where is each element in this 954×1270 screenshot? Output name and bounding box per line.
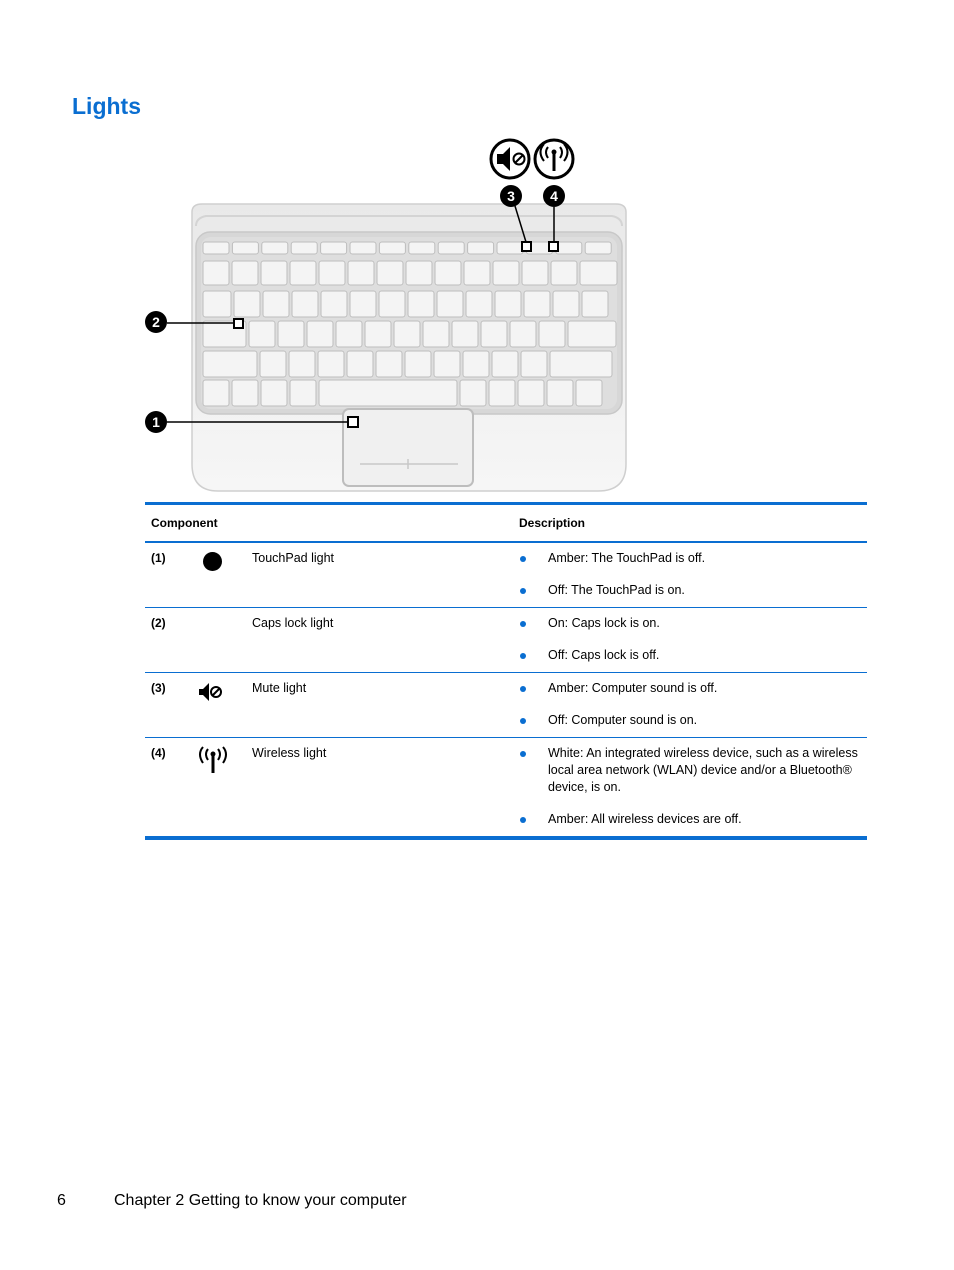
description-bullet: Amber: All wireless devices are off.: [519, 811, 861, 828]
description-header: Description: [519, 516, 586, 530]
key: [319, 261, 345, 285]
key: [495, 291, 521, 317]
lights-table: [145, 502, 867, 840]
key: [437, 291, 463, 317]
key: [232, 242, 258, 254]
key: [521, 351, 547, 377]
key: [556, 242, 582, 254]
key: [553, 291, 579, 317]
key: [435, 261, 461, 285]
key: [539, 321, 565, 347]
key: [551, 261, 577, 285]
table-header-row: [145, 504, 867, 543]
key: [350, 242, 376, 254]
key: [260, 351, 286, 377]
wireless-icon: [196, 746, 230, 774]
key: [408, 291, 434, 317]
svg-text:2: 2: [152, 314, 160, 330]
key: [518, 380, 544, 406]
key: [550, 351, 612, 377]
key: [289, 351, 315, 377]
description-bullet: On: Caps lock is on.: [519, 615, 861, 632]
svg-text:4: 4: [550, 188, 558, 204]
key: [481, 321, 507, 347]
component-name: TouchPad light: [252, 551, 335, 565]
key: [576, 380, 602, 406]
row-number: (3): [151, 681, 166, 695]
table-row: [145, 542, 867, 608]
row-number: (2): [151, 616, 166, 630]
key: [464, 261, 490, 285]
key: [405, 351, 431, 377]
key: [261, 380, 287, 406]
key: [347, 351, 373, 377]
key: [377, 261, 403, 285]
key: [263, 291, 289, 317]
svg-text:3: 3: [507, 188, 515, 204]
key: [291, 242, 317, 254]
key: [409, 242, 435, 254]
key: [466, 291, 492, 317]
key: [232, 380, 258, 406]
page-title: Lights: [72, 93, 141, 119]
keyboard-keys: [203, 242, 617, 406]
mute-icon: [198, 682, 226, 702]
row-number: (4): [151, 746, 166, 760]
key: [307, 321, 333, 347]
key: [203, 380, 229, 406]
key: [262, 242, 288, 254]
page-number: 6: [57, 1192, 66, 1209]
key: [452, 321, 478, 347]
key: [522, 261, 548, 285]
wireless-icon: [535, 140, 573, 178]
key: [379, 291, 405, 317]
key: [379, 242, 405, 254]
key: [438, 242, 464, 254]
key: [350, 291, 376, 317]
key: [423, 321, 449, 347]
key: [234, 291, 260, 317]
key: [376, 351, 402, 377]
key: [406, 261, 432, 285]
key: [321, 291, 347, 317]
key: [568, 321, 616, 347]
key: [434, 351, 460, 377]
key: [348, 261, 374, 285]
description-bullet: White: An integrated wireless device, such as a wireless local area network (WLAN) device and/or a Bluetooth® device, is on.: [519, 745, 861, 796]
description-bullet: Amber: The TouchPad is off.: [519, 550, 861, 567]
key: [203, 351, 257, 377]
key: [489, 380, 515, 406]
table-row: [145, 738, 867, 839]
key: [319, 380, 457, 406]
key: [292, 291, 318, 317]
key: [203, 242, 229, 254]
key: [394, 321, 420, 347]
table-row: [145, 673, 867, 738]
key: [463, 351, 489, 377]
touchpad-light-dot-icon: [203, 552, 222, 571]
key: [582, 291, 608, 317]
key: [493, 261, 519, 285]
description-bullet: Off: Computer sound is on.: [519, 712, 861, 729]
key: [261, 261, 287, 285]
svg-text:1: 1: [152, 414, 160, 430]
keyboard-illustration: [140, 134, 640, 496]
key: [524, 291, 550, 317]
keyboard-lights-figure: [140, 134, 640, 496]
mute-icon: [491, 140, 529, 178]
key: [290, 261, 316, 285]
key: [336, 321, 362, 347]
component-name: Caps lock light: [252, 616, 334, 630]
key: [365, 321, 391, 347]
key: [318, 351, 344, 377]
component-name: Wireless light: [252, 746, 327, 760]
key: [510, 321, 536, 347]
key: [249, 321, 275, 347]
chapter-title: Chapter 2 Getting to know your computer: [114, 1192, 407, 1209]
description-bullet: Off: Caps lock is off.: [519, 647, 861, 664]
key: [321, 242, 347, 254]
key: [580, 261, 617, 285]
description-bullet: Amber: Computer sound is off.: [519, 680, 861, 697]
description-bullet: Off: The TouchPad is on.: [519, 582, 861, 599]
key: [232, 261, 258, 285]
key: [278, 321, 304, 347]
key: [203, 261, 229, 285]
key: [497, 242, 523, 254]
key: [547, 380, 573, 406]
component-name: Mute light: [252, 681, 307, 695]
key: [290, 380, 316, 406]
key: [492, 351, 518, 377]
row-number: (1): [151, 551, 166, 565]
component-header: Component: [151, 516, 218, 530]
key: [460, 380, 486, 406]
touchpad: [343, 409, 473, 486]
key: [468, 242, 494, 254]
key: [585, 242, 611, 254]
key: [203, 291, 231, 317]
table-row: [145, 608, 867, 673]
